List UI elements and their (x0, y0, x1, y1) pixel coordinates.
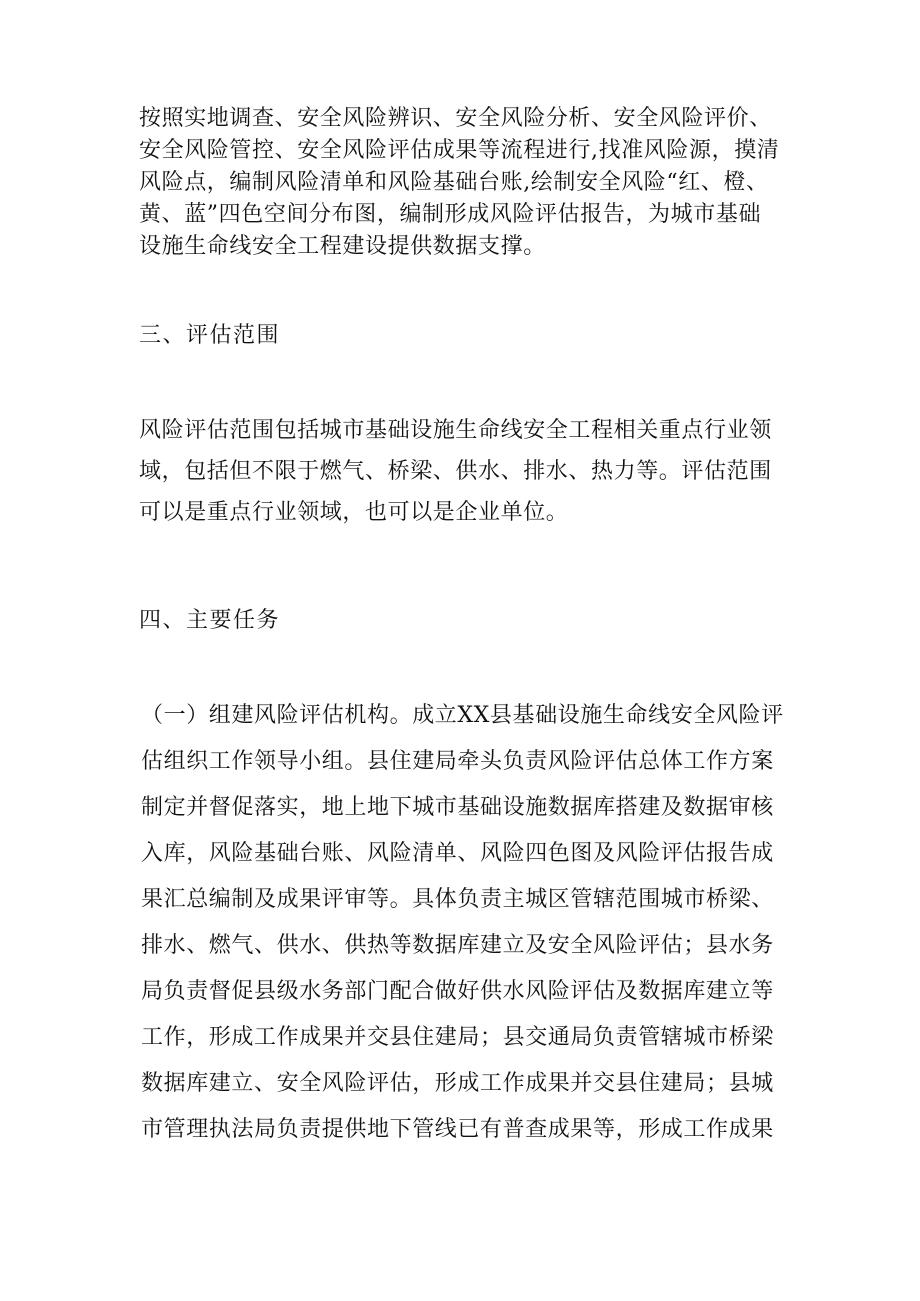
paragraph-line: 制定并督促落实，地上地下城市基础设施数据库搭建及数据审核 (141, 795, 774, 820)
paragraph-line: 风险点，编制风险清单和风险基础台账,绘制安全风险“红、橙、 (139, 170, 769, 195)
section-4-paragraph (141, 693, 791, 1153)
section-3-heading: 三、评估范围 (139, 323, 281, 348)
paragraph-line: 风险评估范围包括城市基础设施生命线安全工程相关重点行业领 (139, 418, 772, 443)
paragraph-line: 设施生命线安全工程建设提供数据支撑。 (139, 234, 546, 259)
paragraph-line: 估组织工作领导小组。县住建局牵头负责风险评估总体工作方案 (141, 749, 774, 774)
paragraph-line: 域，包括但不限于燃气、桥梁、供水、排水、热力等。评估范围 (139, 459, 772, 484)
paragraph-line: 数据库建立、安全风险评估，形成工作成果并交县住建局；县城 (141, 1071, 774, 1096)
paragraph-line: 果汇总编制及成果评审等。具体负责主城区管辖范围城市桥梁、 (141, 887, 774, 912)
intro-paragraph (139, 103, 789, 263)
paragraph-line: 安全风险管控、安全风险评估成果等流程进行,找准风险源，摸清 (139, 138, 780, 163)
paragraph-line: 市管理执法局负责提供地下管线已有普查成果等，形成工作成果 (141, 1117, 774, 1142)
paragraph-line: 局负责督促县级水务部门配合做好供水风险评估及数据库建立等 (141, 979, 774, 1004)
paragraph-line: 工作，形成工作成果并交县住建局；县交通局负责管辖城市桥梁 (141, 1025, 774, 1050)
paragraph-line: 黄、蓝”四色空间分布图，编制形成风险评估报告，为城市基础 (139, 202, 762, 227)
paragraph-line: 入库，风险基础台账、风险清单、风险四色图及风险评估报告成 (141, 841, 774, 866)
paragraph-line: 排水、燃气、供水、供热等数据库建立及安全风险评估；县水务 (141, 933, 774, 958)
paragraph-line: 按照实地调查、安全风险辨识、安全风险分析、安全风险评价、 (139, 106, 772, 131)
paragraph-line: 可以是重点行业领域，也可以是企业单位。 (139, 500, 569, 525)
section-4-heading: 四、主要任务 (139, 608, 281, 633)
paragraph-line: （一）组建风险评估机构。成立XX县基础设施生命线安全风险评 (141, 703, 784, 728)
section-3-paragraph (139, 410, 789, 533)
